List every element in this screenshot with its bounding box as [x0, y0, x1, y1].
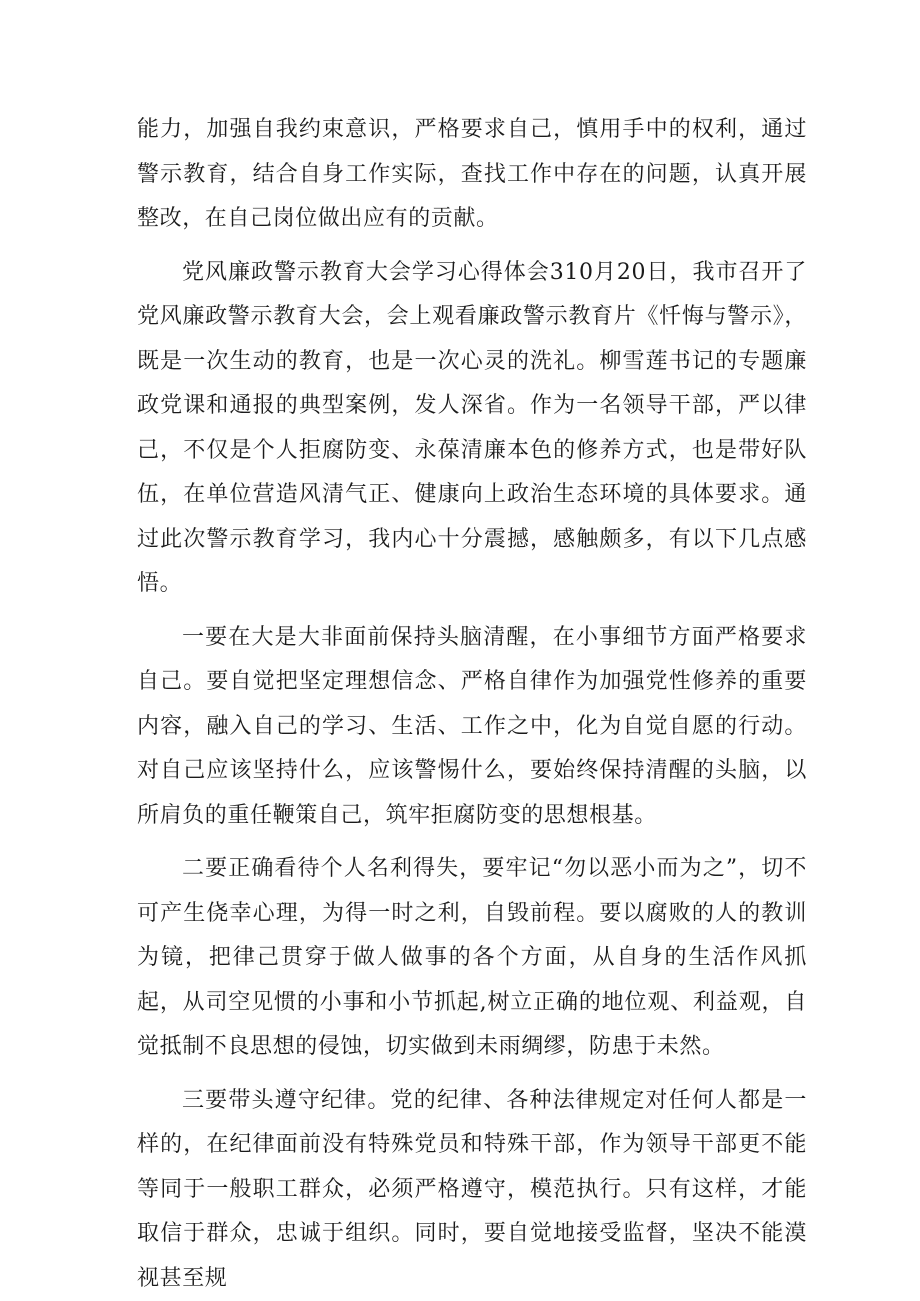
paragraph-point-three: 三要带头遵守纪律。党的纪律、各种法律规定对任何人都是一样的，在纪律面前没有特殊党员和特殊干部，作为领导干部更不能等同于一般职工群众，必须严格遵守，模范执行。只有这样，才能取信于群众，忠诚于组织。同时，要自觉地接受监督，坚决不能漠视甚至规	[137, 1087, 807, 1291]
paragraph-point-one: 一要在大是大非面前保持头脑清醒，在小事细节方面严格要求自己。要自觉把坚定理想信念、严格自律作为加强党性修养的重要内容，融入自己的学习、生活、工作之中，化为自觉自愿的行动。对自己应该坚持什么，应该警惕什么，要始终保持清醒的头脑，以所肩负的重任鞭策自己，筑牢拒腐防变的思想根基。	[137, 624, 807, 828]
paragraph-point-two: 二要正确看待个人名利得失，要牢记“勿以恶小而为之”，切不可产生侥幸心理，为得一时之利，自毁前程。要以腐败的人的教训为镜，把律己贯穿于做人做事的各个方面，从自身的生活作风抓起，从司空见惯的小事和小节抓起,树立正确的地位观、利益观，自觉抵制不良思想的侵蚀，切实做到未雨绸缪，防患于未然。	[137, 856, 807, 1059]
paragraph-meeting-intro: 党风廉政警示教育大会学习心得体会310月20日，我市召开了党风廉政警示教育大会，会上观看廉政警示教育片《忏悔与警示》，既是一次生动的教育，也是一次心灵的洗礼。柳雪莲书记的专题廉政党课和通报的典型案例，发人深省。作为一名领导干部，严以律己，不仅是个人拒腐防变、永葆清廉本色的修养方式，也是带好队伍，在单位营造风清气正、健康向上政治生态环境的具体要求。通过此次警示教育学习，我内心十分震撼，感触颇多，有以下几点感悟。	[137, 259, 807, 596]
paragraph-continuation: 能力，加强自我约束意识，严格要求自己，慎用手中的权利，通过警示教育，结合自身工作实际，查找工作中存在的问题，认真开展整改，在自己岗位做出应有的贡献。	[137, 117, 807, 231]
document-body	[137, 108, 807, 1301]
